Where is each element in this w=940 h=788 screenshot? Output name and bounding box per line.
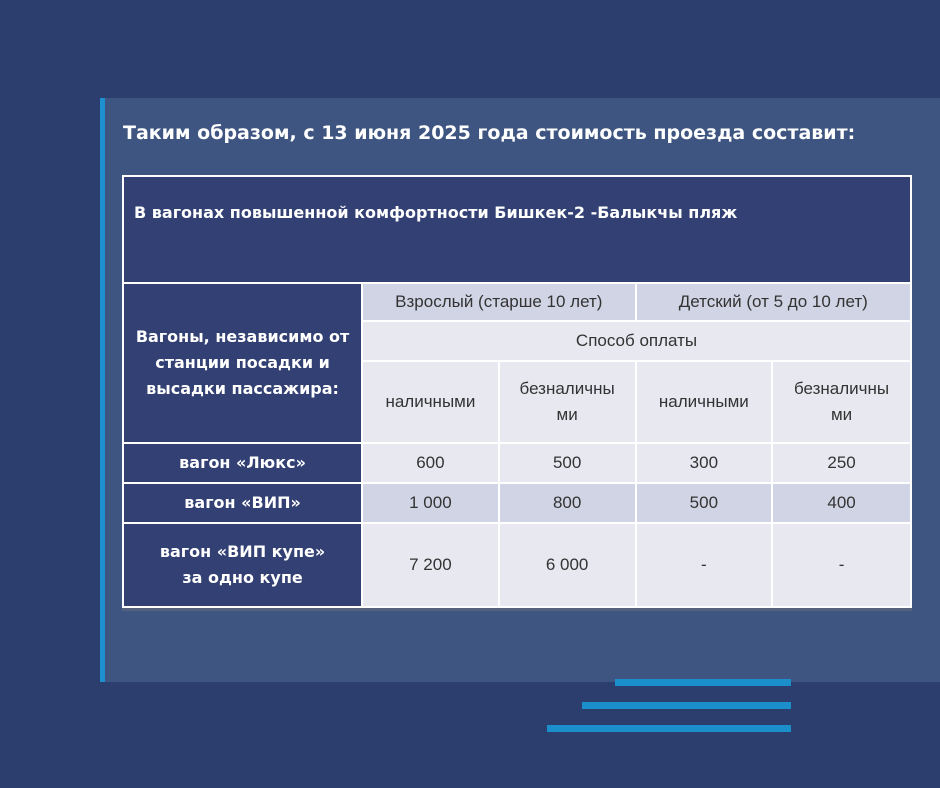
cell-value: 400	[772, 483, 911, 523]
fare-table	[122, 175, 912, 608]
pay-col-child-cash: наличными	[636, 361, 773, 443]
cell-value: -	[636, 523, 773, 607]
row-header: Вагоны, независимо от станции посадки и высадки пассажира:	[123, 283, 362, 443]
pay-col-adult-cash: наличными	[362, 361, 499, 443]
group-adult: Взрослый (старше 10 лет)	[362, 283, 635, 321]
group-child: Детский (от 5 до 10 лет)	[636, 283, 911, 321]
cell-value: 1 000	[362, 483, 499, 523]
table-title: В вагонах повышенной комфортности Бишкек-2 -Балыкчы пляж	[123, 176, 911, 283]
cell-value: 6 000	[499, 523, 636, 607]
table-row	[123, 443, 911, 483]
cell-value: -	[772, 523, 911, 607]
pay-col-child-card: безналичны ми	[772, 361, 911, 443]
cell-value: 7 200	[362, 523, 499, 607]
cell-value: 800	[499, 483, 636, 523]
cell-value: 500	[499, 443, 636, 483]
pay-col-adult-card: безналичны ми	[499, 361, 636, 443]
decor-stripe-3	[547, 725, 791, 732]
cell-value: 600	[362, 443, 499, 483]
page-heading: Таким образом, с 13 июня 2025 года стоимость проезда составит:	[123, 122, 856, 144]
decor-stripe-2	[582, 702, 791, 709]
cell-value: 250	[772, 443, 911, 483]
row-label-vip-coupe: вагон «ВИП купе» за одно купе	[123, 523, 362, 607]
payment-method: Способ оплаты	[362, 321, 911, 361]
content-panel	[100, 98, 940, 682]
row-label-vip: вагон «ВИП»	[123, 483, 362, 523]
row-label-lux: вагон «Люкс»	[123, 443, 362, 483]
cell-value: 300	[636, 443, 773, 483]
decor-stripe-1	[615, 679, 791, 686]
cell-value: 500	[636, 483, 773, 523]
table-row	[123, 523, 911, 607]
table-row	[123, 483, 911, 523]
